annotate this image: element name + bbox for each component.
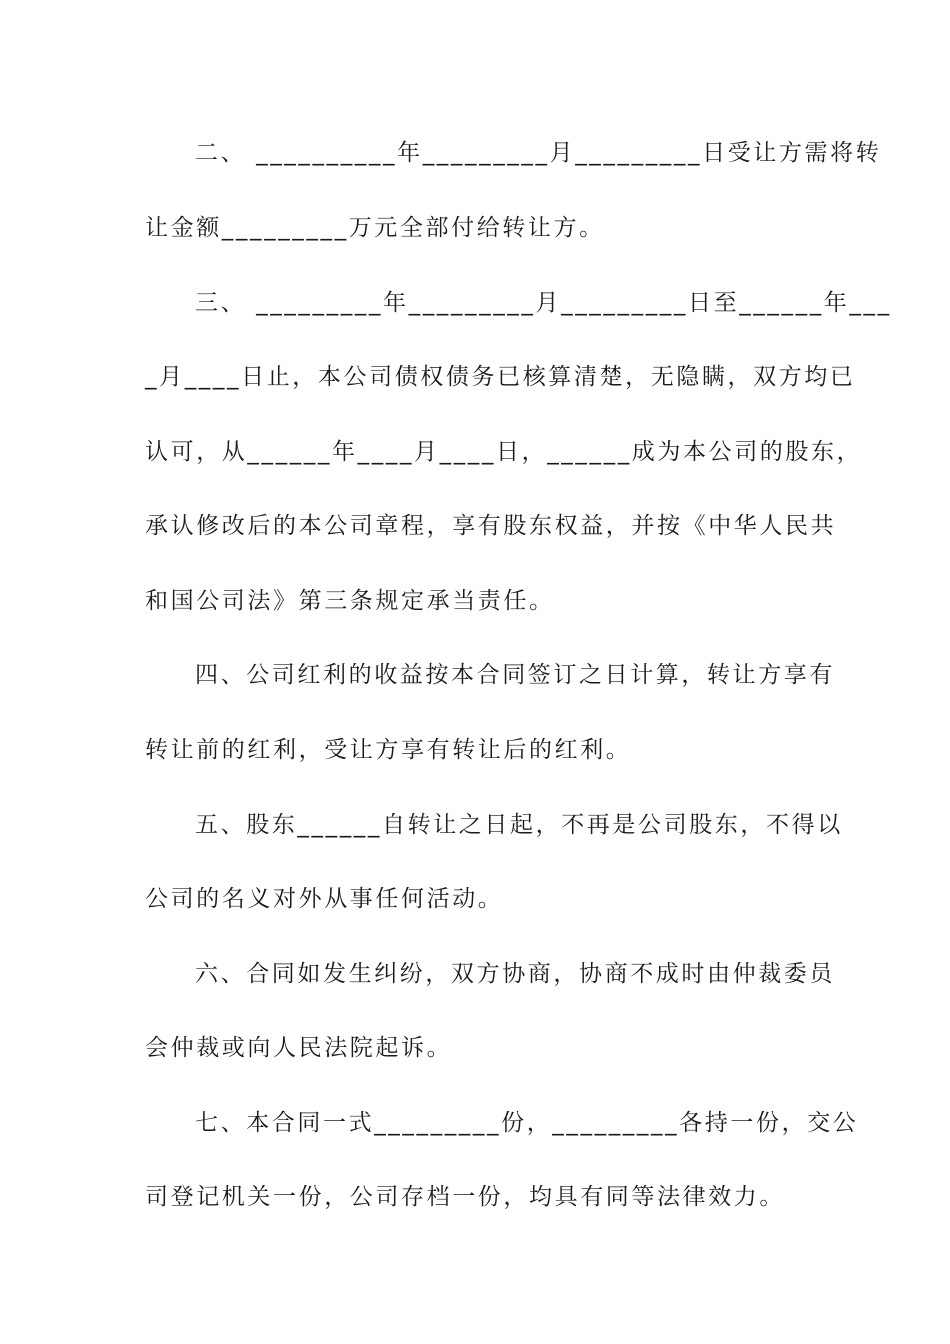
clause-3-line-5: 和国公司法》第三条规定承当责任。 <box>145 588 555 614</box>
clause-6-line-2: 会仲裁或向人民法院起诉。 <box>145 1035 453 1061</box>
clause-7-line-2: 司登记机关一份，公司存档一份，均具有同等法律效力。 <box>145 1184 785 1210</box>
clause-3-line-1: 三、 _________年_________月_________日至______年___ <box>195 290 892 316</box>
clause-4-line-1: 四、公司红利的收益按本合同签订之日计算，转让方享有 <box>195 662 835 688</box>
clause-3-line-4: 承认修改后的本公司章程，享有股东权益，并按《中华人民共 <box>145 513 837 539</box>
clause-7-line-1: 七、本合同一式_________份，_________各持一份，交公 <box>195 1110 859 1136</box>
clause-4-line-2: 转让前的红利，受让方享有转让后的红利。 <box>145 737 632 763</box>
clause-2-line-2: 让金额_________万元全部付给转让方。 <box>145 215 605 241</box>
clause-5-line-2: 公司的名义对外从事任何活动。 <box>145 886 504 912</box>
clause-6-line-1: 六、合同如发生纠纷，双方协商，协商不成时由仲裁委员 <box>195 961 835 987</box>
clause-2-line-1: 二、 __________年_________月_________日受让方需将转 <box>195 140 882 166</box>
clause-3-line-3: 认可，从______年____月____日，______成为本公司的股东， <box>145 439 863 465</box>
clause-3-line-2: _月____日止，本公司债权债务已核算清楚，无隐瞒，双方均已 <box>145 364 856 390</box>
clause-5-line-1: 五、股东______自转让之日起，不再是公司股东，不得以 <box>195 812 843 838</box>
